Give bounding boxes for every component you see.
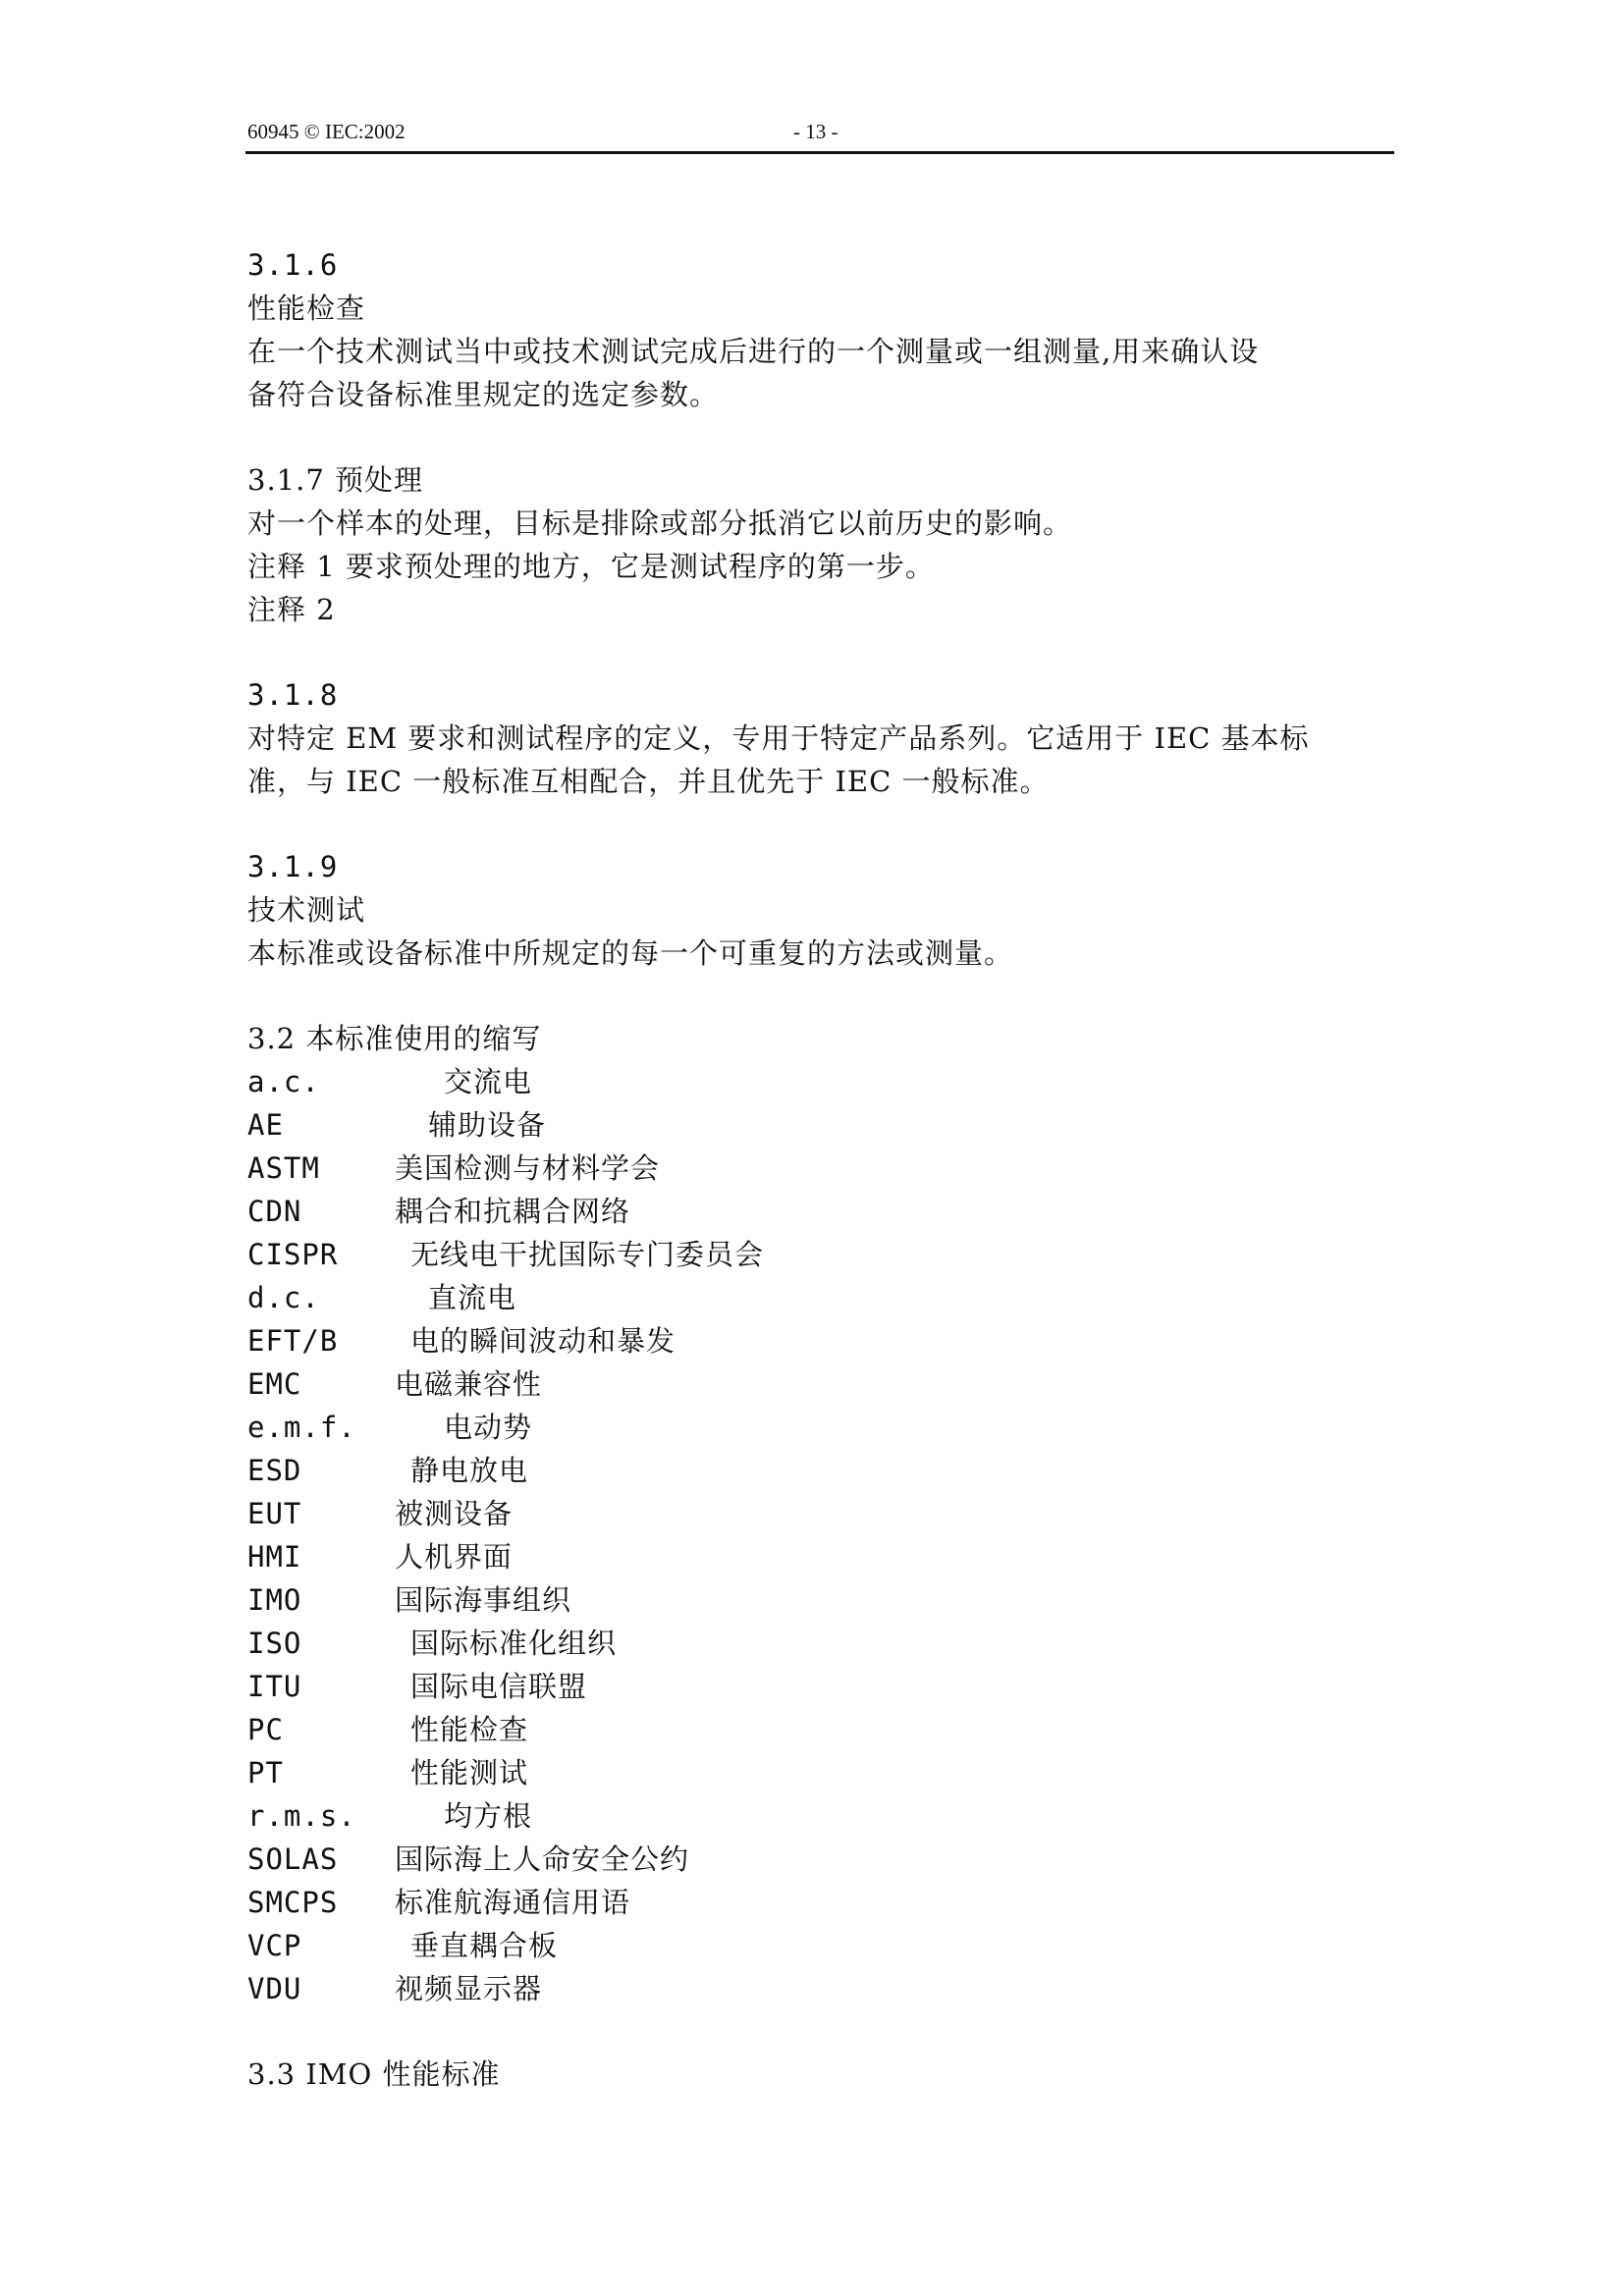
abbreviation-row	[247, 1751, 1396, 1794]
abbreviation-meaning: 电的瞬间波动和暴发	[410, 1324, 677, 1358]
abbreviation-meaning: 交流电	[444, 1065, 533, 1098]
abbreviation-meaning: 耦合和抗耦合网络	[395, 1195, 631, 1228]
definition-line: 对特定 EM 要求和测试程序的定义，专用于特定产品系列。它适用于 IEC 基本标	[247, 721, 1310, 755]
abbreviation-meaning: 视频显示器	[395, 1972, 543, 2005]
abbreviation-row	[247, 1276, 1396, 1319]
abbreviation-meaning: 静电放电	[410, 1454, 529, 1487]
abbreviation-row	[247, 1406, 1396, 1449]
abbreviation-row	[247, 1060, 1396, 1103]
abbreviation: EMC	[247, 1367, 302, 1401]
abbreviation-meaning: 无线电干扰国际专门委员会	[410, 1238, 765, 1271]
abbreviation-row	[247, 1190, 1396, 1233]
abbreviation: EFT/B	[247, 1324, 339, 1358]
document-body	[247, 243, 1396, 2138]
abbreviation: PC	[247, 1713, 284, 1746]
abbreviation-meaning: 垂直耦合板	[410, 1929, 559, 1962]
document-reference: 60945 © IEC:2002	[247, 120, 406, 143]
section-number: 3.1.6	[247, 248, 339, 282]
section-heading: 3.1.7 预处理	[247, 463, 424, 497]
abbreviation: ESD	[247, 1454, 302, 1487]
abbreviation-meaning: 直流电	[428, 1281, 517, 1314]
abbreviation-row	[247, 1449, 1396, 1492]
abbreviation-row	[247, 1233, 1396, 1276]
abbreviation-row	[247, 1967, 1396, 2010]
section-heading: 3.3 IMO 性能标准	[247, 2057, 501, 2091]
abbreviation: ISO	[247, 1627, 302, 1660]
abbreviation: SOLAS	[247, 1842, 339, 1876]
definition-line: 准，与 IEC 一般标准互相配合，并且优先于 IEC 一般标准。	[247, 765, 1050, 798]
abbreviation-meaning: 国际海事组织	[395, 1583, 572, 1617]
abbreviation: PT	[247, 1756, 284, 1789]
abbreviation: e.m.f.	[247, 1411, 356, 1444]
abbreviation: ITU	[247, 1670, 302, 1703]
abbreviation-meaning: 国际电信联盟	[410, 1670, 588, 1703]
abbreviation-meaning: 电磁兼容性	[395, 1367, 543, 1401]
section-3-1-8	[247, 673, 1396, 803]
abbreviation: HMI	[247, 1540, 302, 1574]
abbreviation: CISPR	[247, 1238, 339, 1271]
abbreviation-row	[247, 1708, 1396, 1751]
abbreviation-row	[247, 1881, 1396, 1924]
abbreviation-row	[247, 1665, 1396, 1708]
definition-line: 本标准或设备标准中所规定的每一个可重复的方法或测量。	[247, 936, 1014, 970]
abbreviation-row	[247, 1924, 1396, 1967]
note-1: 注释 1 要求预处理的地方，它是测试程序的第一步。	[247, 550, 935, 583]
abbreviation-meaning: 美国检测与材料学会	[395, 1151, 661, 1185]
abbreviation: a.c.	[247, 1065, 320, 1098]
abbreviation: EUT	[247, 1497, 302, 1530]
abbreviation-row	[247, 1362, 1396, 1406]
page-number: - 13 -	[793, 120, 839, 143]
abbreviation-meaning: 国际标准化组织	[410, 1627, 618, 1660]
abbreviation: r.m.s.	[247, 1799, 356, 1833]
abbreviation: SMCPS	[247, 1886, 339, 1919]
abbreviation-row	[247, 1492, 1396, 1535]
abbreviation-meaning: 辅助设备	[428, 1108, 547, 1142]
abbreviation-row	[247, 1319, 1396, 1362]
section-3-1-9	[247, 845, 1396, 975]
abbreviation-row	[247, 1622, 1396, 1665]
note-2: 注释 2	[247, 593, 336, 626]
abbreviation-meaning: 性能测试	[410, 1756, 529, 1789]
definition-line: 在一个技术测试当中或技术测试完成后进行的一个测量或一组测量,用来确认设	[247, 335, 1260, 368]
page-header	[245, 116, 1394, 154]
abbreviation-meaning: 被测设备	[395, 1497, 514, 1530]
abbreviation-meaning: 人机界面	[395, 1540, 514, 1574]
abbreviation: VDU	[247, 1972, 302, 2005]
abbreviation: ASTM	[247, 1151, 320, 1185]
abbreviation-row	[247, 1535, 1396, 1578]
abbreviation-meaning: 均方根	[444, 1799, 533, 1833]
section-3-1-6	[247, 243, 1396, 416]
abbreviation: d.c.	[247, 1281, 320, 1314]
abbreviation: AE	[247, 1108, 284, 1142]
section-heading: 3.2 本标准使用的缩写	[247, 1022, 542, 1055]
abbreviation: CDN	[247, 1195, 302, 1228]
abbreviation-meaning: 电动势	[444, 1411, 533, 1444]
definition-line: 备符合设备标准里规定的选定参数。	[247, 378, 720, 411]
section-3-1-7	[247, 458, 1396, 631]
abbreviation-meaning: 标准航海通信用语	[395, 1886, 631, 1919]
section-3-2	[247, 1017, 1396, 2010]
section-number: 3.1.8	[247, 678, 339, 712]
abbreviation-row	[247, 1794, 1396, 1838]
section-3-3	[247, 2053, 1396, 2096]
abbreviation-meaning: 性能检查	[410, 1713, 529, 1746]
abbreviation-meaning: 国际海上人命安全公约	[395, 1842, 690, 1876]
term: 性能检查	[247, 292, 366, 325]
term: 技术测试	[247, 893, 366, 927]
abbreviation-row	[247, 1578, 1396, 1622]
abbreviation-row	[247, 1147, 1396, 1190]
abbreviation-list	[247, 1060, 1396, 2010]
definition-line: 对一个样本的处理，目标是排除或部分抵消它以前历史的影响。	[247, 507, 1073, 540]
abbreviation-row	[247, 1103, 1396, 1147]
abbreviation-row	[247, 1838, 1396, 1881]
abbreviation: IMO	[247, 1583, 302, 1617]
section-number: 3.1.9	[247, 850, 339, 883]
abbreviation: VCP	[247, 1929, 302, 1962]
